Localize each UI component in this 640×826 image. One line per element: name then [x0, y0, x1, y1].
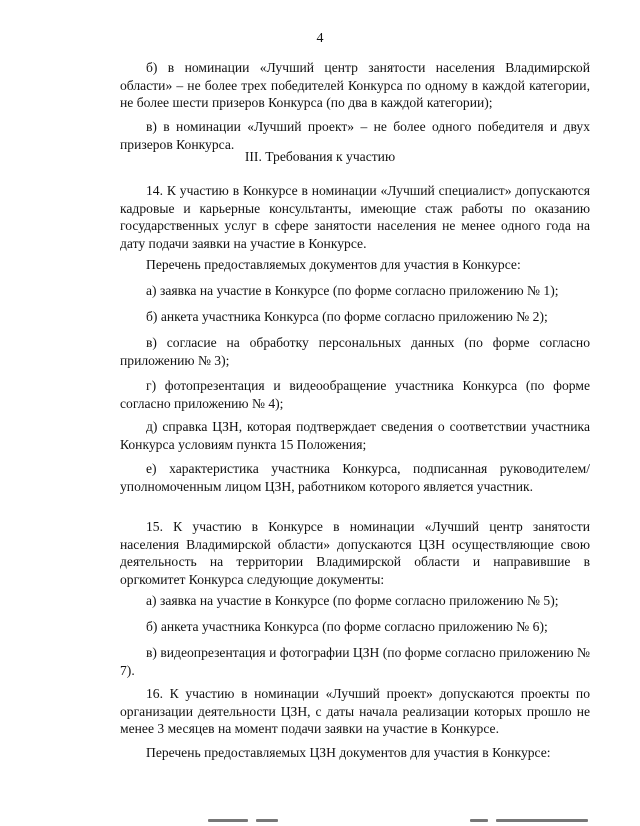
list-item-e: е) характеристика участника Конкурса, подписанная руководителем/уполномоченным лицом ЦЗН, работником которого является участник.: [120, 461, 590, 494]
list-item-b: б) анкета участника Конкурса (по форме согласно приложению № 2);: [146, 309, 548, 324]
list-item-a-2: а) заявка на участие в Конкурсе (по форме согласно приложению № 5);: [146, 593, 559, 608]
page-number: 4: [316, 31, 324, 46]
paragraph-item-14: 14. К участию в Конкурсе в номинации «Лучший специалист» допускаются кадровые и карьерные консультанты, имеющие стаж работы по оказанию государственных услуг в сфере занятости населения не менее одного года на дату подачи заявки на участие в Конкурсе.: [120, 183, 590, 251]
list-item-d: д) справка ЦЗН, которая подтверждает сведения о соответствии участника Конкурса условиям пункта 15 Положения;: [120, 419, 590, 452]
paragraph-nomination-center: б) в номинации «Лучший центр занятости населения Владимирской области» – не более трех победителей Конкурса по одному в каждой категории, не более шести призеров Конкурса (по два в каждой категории);: [120, 60, 590, 110]
list-item-b-2: б) анкета участника Конкурса (по форме согласно приложению № 6);: [146, 619, 548, 634]
list-item-v-2: в) видеопрезентация и фотографии ЦЗН (по форме согласно приложению № 7).: [120, 645, 590, 678]
paragraph-item-15: 15. К участию в Конкурсе в номинации «Лучший центр занятости населения Владимирской области» допускаются ЦЗН осуществляющие свою деятельность на территории Владимирской области и направившие в оргкомитет Конкурса следующие документы:: [120, 519, 590, 587]
paragraph-nomination-project: в) в номинации «Лучший проект» – не более одного победителя и двух призеров Конкурса.: [120, 119, 590, 152]
list-item-v: в) согласие на обработку персональных данных (по форме согласно приложению № 3);: [120, 335, 590, 368]
paragraph-center-documents-intro: Перечень предоставляемых ЦЗН документов для участия в Конкурсе:: [146, 745, 551, 760]
list-item-g: г) фотопрезентация и видеообращение участника Конкурса (по форме согласно приложению № 4);: [120, 378, 590, 411]
paragraph-item-16: 16. К участию в номинации «Лучший проект» допускаются проекты по организации деятельности ЦЗН, с даты начала реализации которых прошло не менее 3 месяцев на момент подачи заявки на участие в Конкурсе.: [120, 686, 590, 736]
paragraph-documents-list-intro: Перечень предоставляемых документов для участия в Конкурсе:: [146, 257, 521, 272]
cut-off-text-line: [0, 814, 640, 826]
list-item-a: а) заявка на участие в Конкурсе (по форме согласно приложению № 1);: [146, 283, 559, 298]
section-heading: III. Требования к участию: [244, 149, 396, 164]
